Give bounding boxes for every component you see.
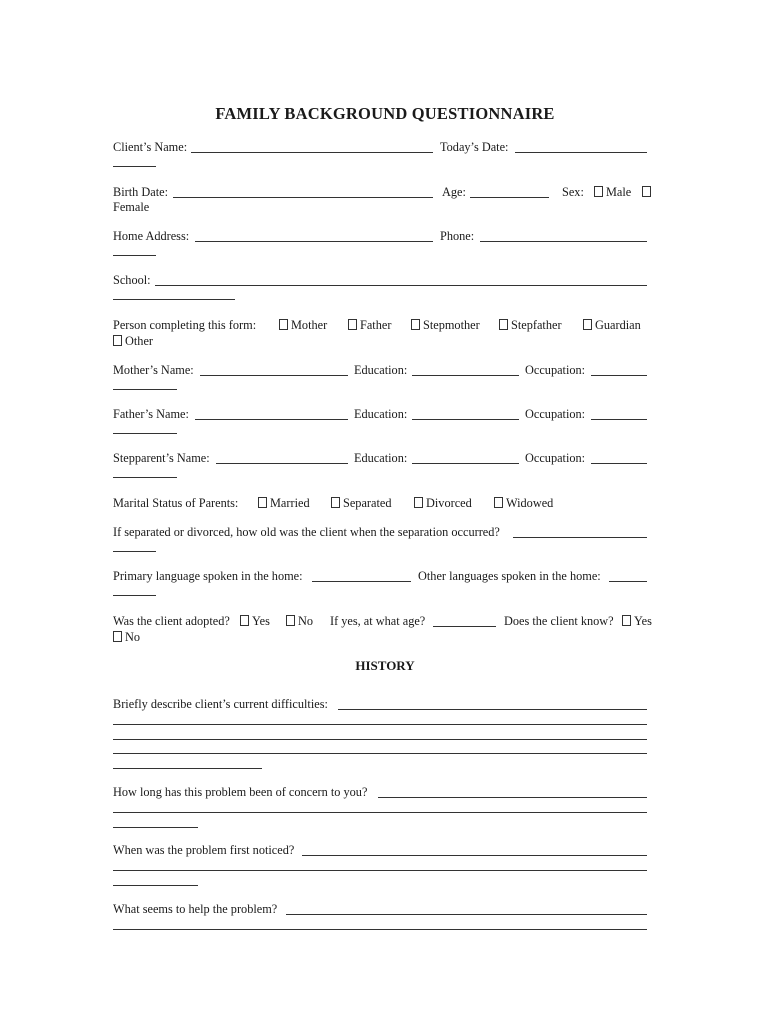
- stepfather-label: Stepfather: [511, 318, 562, 332]
- client-name-field[interactable]: [191, 152, 433, 153]
- stepmother-checkbox[interactable]: [411, 318, 480, 332]
- seems-help-field[interactable]: [286, 914, 647, 915]
- difficulties-field[interactable]: [338, 709, 647, 710]
- marital-status-label: Marital Status of Parents:: [113, 496, 239, 510]
- male-checkbox[interactable]: [594, 185, 631, 199]
- other-languages-field[interactable]: [609, 581, 647, 582]
- checkbox-icon: [331, 497, 340, 508]
- married-checkbox[interactable]: [258, 496, 310, 510]
- client-know-no-checkbox[interactable]: [113, 630, 140, 644]
- school-field-continued[interactable]: [113, 299, 235, 300]
- guardian-label: Guardian: [595, 318, 641, 332]
- guardian-checkbox[interactable]: [583, 318, 641, 332]
- how-long-field[interactable]: [378, 797, 647, 798]
- difficulties-field-line-4[interactable]: [113, 753, 647, 754]
- checkbox-icon: [622, 615, 631, 626]
- stepmother-label: Stepmother: [423, 318, 480, 332]
- checkbox-icon: [594, 186, 603, 197]
- adopted-no-checkbox[interactable]: [286, 614, 313, 628]
- difficulties-label: Briefly describe client’s current difficulties:: [113, 697, 328, 711]
- phone-label: Phone:: [440, 229, 475, 243]
- separated-label: Separated: [343, 496, 392, 510]
- mothers-name-label: Mother’s Name:: [113, 363, 194, 377]
- mother-occupation-label: Occupation:: [525, 363, 586, 377]
- separation-age-label: If separated or divorced, how old was the client when the separation occurred?: [113, 525, 500, 539]
- widowed-checkbox[interactable]: [494, 496, 553, 510]
- home-address-label: Home Address:: [113, 229, 190, 243]
- primary-language-field[interactable]: [312, 581, 411, 582]
- client-know-yes-checkbox[interactable]: [622, 614, 652, 628]
- todays-date-field-continued[interactable]: [113, 166, 156, 167]
- how-long-field-line-2[interactable]: [113, 812, 647, 813]
- client-know-no-label: No: [125, 630, 141, 644]
- divorced-checkbox[interactable]: [414, 496, 472, 510]
- client-know-yes-label: Yes: [634, 614, 652, 628]
- difficulties-field-line-2[interactable]: [113, 724, 647, 725]
- separated-checkbox[interactable]: [331, 496, 391, 510]
- male-label: Male: [606, 185, 632, 199]
- mother-education-field[interactable]: [412, 375, 519, 376]
- checkbox-icon: [113, 631, 122, 642]
- stepparent-education-field[interactable]: [412, 463, 519, 464]
- person-completing-label: Person completing this form:: [113, 318, 257, 332]
- checkbox-icon: [240, 615, 249, 626]
- checkbox-icon: [414, 497, 423, 508]
- stepfather-checkbox[interactable]: [499, 318, 562, 332]
- checkbox-icon: [286, 615, 295, 626]
- married-label: Married: [270, 496, 310, 510]
- other-checkbox[interactable]: [113, 334, 153, 348]
- birth-date-field[interactable]: [173, 197, 433, 198]
- seems-help-field-line-2[interactable]: [113, 929, 647, 930]
- mother-occupation-field[interactable]: [591, 375, 647, 376]
- separation-age-field-continued[interactable]: [113, 551, 156, 552]
- history-heading: HISTORY: [355, 658, 415, 673]
- seems-help-label: What seems to help the problem?: [113, 902, 278, 916]
- client-name-label: Client’s Name:: [113, 140, 188, 154]
- widowed-label: Widowed: [506, 496, 554, 510]
- difficulties-field-line-3[interactable]: [113, 739, 647, 740]
- adopted-no-label: No: [298, 614, 314, 628]
- female-label: Female: [113, 200, 150, 214]
- mother-education-label: Education:: [354, 363, 408, 377]
- phone-field[interactable]: [480, 241, 647, 242]
- adopted-yes-checkbox[interactable]: [240, 614, 270, 628]
- if-yes-age-field[interactable]: [433, 626, 496, 627]
- home-address-field[interactable]: [195, 241, 433, 242]
- checkbox-icon: [348, 319, 357, 330]
- checkbox-icon: [499, 319, 508, 330]
- school-label: School:: [113, 273, 151, 287]
- stepparents-name-label: Stepparent’s Name:: [113, 451, 210, 465]
- adopted-label: Was the client adopted?: [113, 614, 230, 628]
- how-long-field-line-3[interactable]: [113, 827, 198, 828]
- age-label: Age:: [442, 185, 466, 199]
- age-field[interactable]: [470, 197, 549, 198]
- checkbox-icon: [494, 497, 503, 508]
- father-education-field[interactable]: [412, 419, 519, 420]
- checkbox-icon: [583, 319, 592, 330]
- if-yes-age-label: If yes, at what age?: [330, 614, 426, 628]
- phone-field-continued[interactable]: [113, 255, 156, 256]
- first-noticed-field-line-2[interactable]: [113, 870, 647, 871]
- page-title: FAMILY BACKGROUND QUESTIONNAIRE: [215, 104, 555, 123]
- fathers-name-label: Father’s Name:: [113, 407, 189, 421]
- sex-label: Sex:: [562, 185, 584, 199]
- first-noticed-field[interactable]: [302, 855, 647, 856]
- todays-date-label: Today’s Date:: [440, 140, 509, 154]
- mothers-name-field[interactable]: [200, 375, 348, 376]
- first-noticed-label: When was the problem first noticed?: [113, 843, 295, 857]
- separation-age-field[interactable]: [513, 537, 647, 538]
- female-checkbox[interactable]: [642, 185, 654, 199]
- fathers-name-field[interactable]: [195, 419, 348, 420]
- checkbox-icon: [258, 497, 267, 508]
- stepparent-occupation-label: Occupation:: [525, 451, 586, 465]
- stepparent-occupation-field[interactable]: [591, 463, 647, 464]
- adopted-yes-label: Yes: [252, 614, 270, 628]
- difficulties-field-line-5[interactable]: [113, 768, 262, 769]
- father-occupation-field[interactable]: [591, 419, 647, 420]
- other-languages-field-continued[interactable]: [113, 595, 156, 596]
- checkbox-icon: [642, 186, 651, 197]
- other-languages-label: Other languages spoken in the home:: [418, 569, 601, 583]
- father-occupation-field-continued[interactable]: [113, 433, 177, 434]
- how-long-label: How long has this problem been of concern to you?: [113, 785, 368, 799]
- first-noticed-field-line-3[interactable]: [113, 885, 198, 886]
- todays-date-field[interactable]: [515, 152, 647, 153]
- client-know-label: Does the client know?: [504, 614, 614, 628]
- stepparents-name-field[interactable]: [216, 463, 348, 464]
- checkbox-icon: [113, 335, 122, 346]
- divorced-label: Divorced: [426, 496, 472, 510]
- birth-date-label: Birth Date:: [113, 185, 168, 199]
- mother-checkbox[interactable]: [279, 318, 327, 332]
- checkbox-icon: [411, 319, 420, 330]
- father-occupation-label: Occupation:: [525, 407, 586, 421]
- stepparent-occupation-field-continued[interactable]: [113, 477, 177, 478]
- primary-language-label: Primary language spoken in the home:: [113, 569, 303, 583]
- checkbox-icon: [279, 319, 288, 330]
- other-label: Other: [125, 334, 153, 348]
- mother-occupation-field-continued[interactable]: [113, 389, 177, 390]
- school-field[interactable]: [155, 285, 647, 286]
- father-checkbox[interactable]: [348, 318, 391, 332]
- mother-label: Mother: [291, 318, 328, 332]
- stepparent-education-label: Education:: [354, 451, 408, 465]
- father-education-label: Education:: [354, 407, 408, 421]
- father-label: Father: [360, 318, 392, 332]
